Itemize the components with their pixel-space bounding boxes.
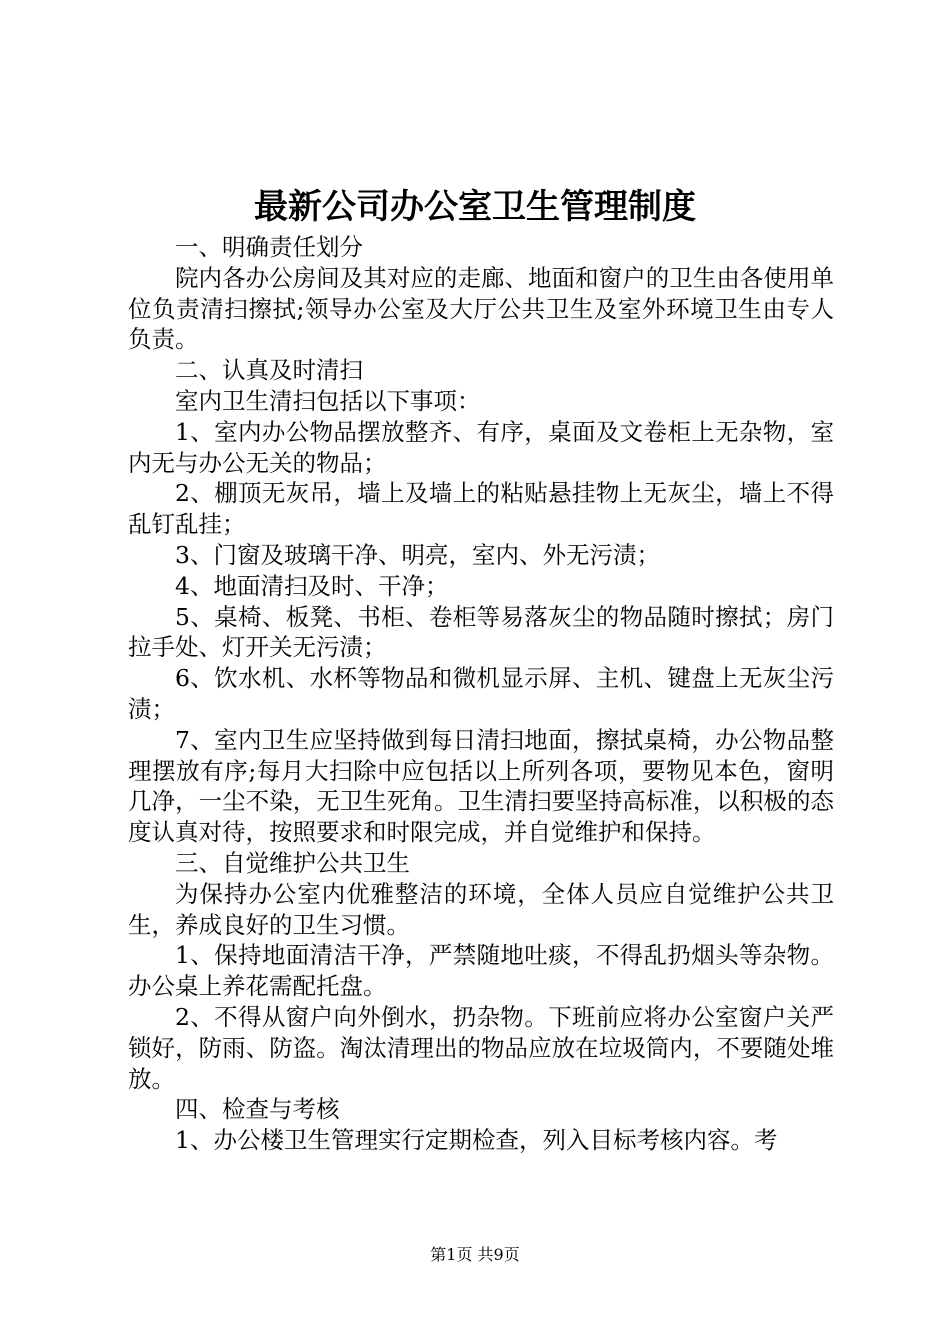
list-item: 2、棚顶无灰吊，墙上及墙上的粘贴悬挂物上无灰尘，墙上不得乱钉乱挂； (128, 479, 834, 539)
body-paragraph: 室内卫生清扫包括以下事项： (175, 386, 481, 415)
body-paragraph: 为保持办公室内优雅整洁的环境，全体人员应自觉维护公共卫生，养成良好的卫生习惯。 (128, 879, 834, 939)
section-heading: 四、检查与考核 (175, 1095, 340, 1124)
list-item: 1、保持地面清洁干净，严禁随地吐痰，不得乱扔烟头等杂物。办公桌上养花需配托盘。 (128, 941, 834, 1001)
body-paragraph: 院内各办公房间及其对应的走廊、地面和窗户的卫生由各使用单位负责清扫擦拭;领导办公室及大厅公共卫生及室外环境卫生由专人负责。 (128, 263, 834, 354)
section-heading: 一、明确责任划分 (175, 233, 363, 261)
section-heading: 三、自觉维护公共卫生 (175, 848, 410, 877)
page-footer: 第1页 共9页 (430, 1245, 520, 1264)
list-item: 3、门窗及玻璃干净、明亮，室内、外无污渍； (175, 540, 660, 569)
list-item: 2、不得从窗户向外倒水，扔杂物。下班前应将办公室窗户关严锁好，防雨、防盗。淘汰清理出的物品应放在垃圾筒内，不要随处堆放。 (128, 1002, 834, 1093)
document-body (128, 232, 834, 1156)
list-item: 1、室内办公物品摆放整齐、有序，桌面及文卷柜上无杂物，室内无与办公无关的物品； (128, 417, 834, 477)
list-item: 1、办公楼卫生管理实行定期检查，列入目标考核内容。考 (175, 1126, 778, 1155)
list-item: 6、饮水机、水杯等物品和微机显示屏、主机、键盘上无灰尘污渍； (128, 664, 834, 723)
list-item: 5、桌椅、板凳、书柜、卷柜等易落灰尘的物品随时擦拭；房门拉手处、灯开关无污渍； (128, 602, 834, 662)
section-heading: 二、认真及时清扫 (175, 356, 363, 385)
document-title: 最新公司办公室卫生管理制度 (254, 187, 696, 227)
list-item: 4、地面清扫及时、干净； (175, 571, 449, 600)
list-item: 7、室内卫生应坚持做到每日清扫地面，擦拭桌椅，办公物品整理摆放有序;每月大扫除中应包括以上所列各项，要物见本色，窗明几净，一尘不染，无卫生死角。卫生清扫要坚持高标准，以积极的态度认真对待，按照要求和时限完成，并自觉维护和保持。 (128, 725, 834, 847)
